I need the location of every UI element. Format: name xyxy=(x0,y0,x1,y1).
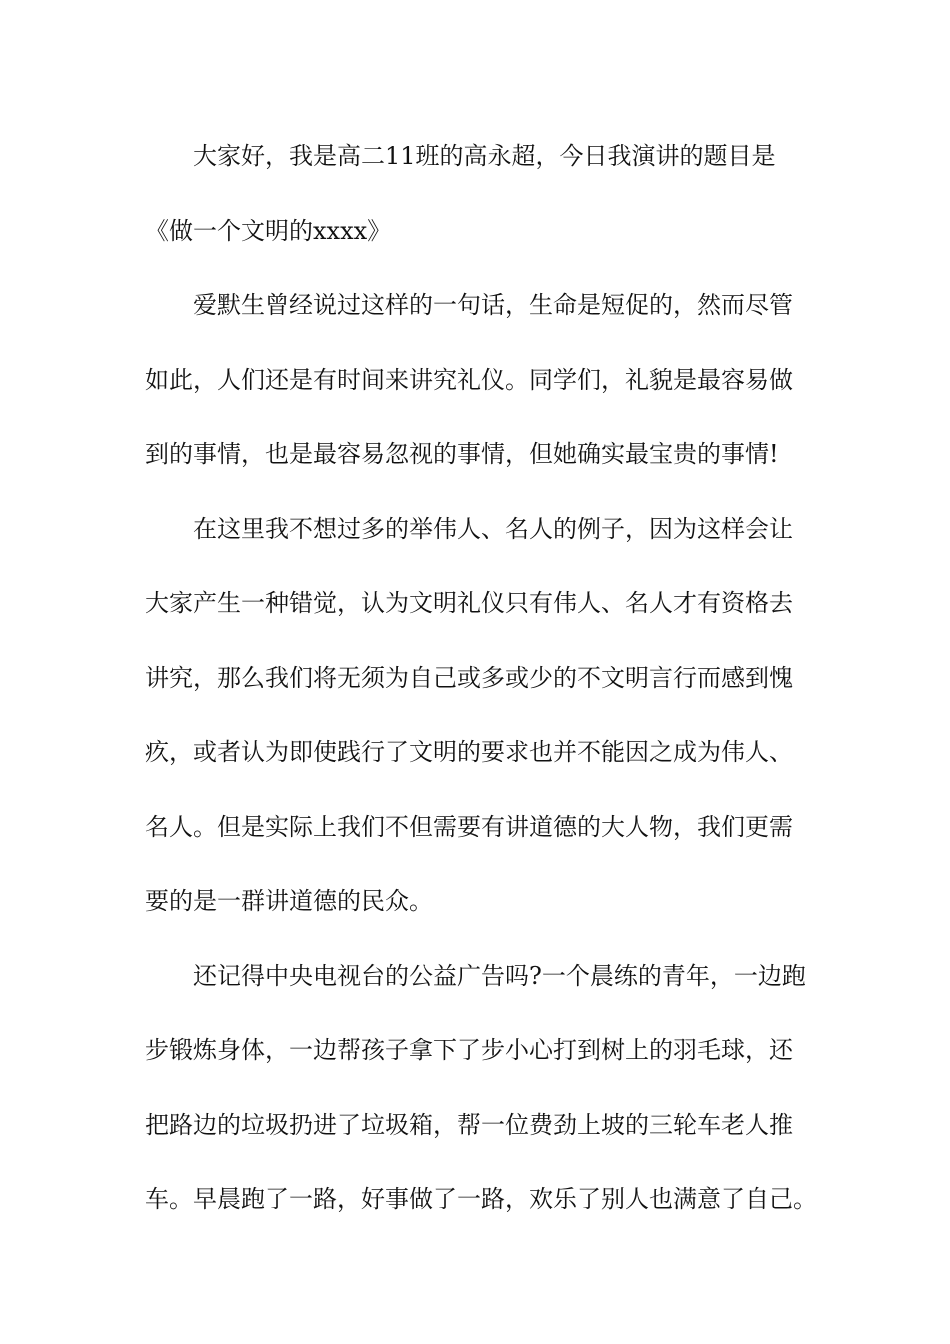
document-body xyxy=(145,119,817,1237)
paragraph-emerson xyxy=(145,268,805,492)
text-line: 《做一个文明的xxxx》 xyxy=(145,216,392,245)
text-line: 爱默生曾经说过这样的一句话，生命是短促的，然而尽管 xyxy=(193,291,793,319)
text-line: 步锻炼身体，一边帮孩子拿下了步小心打到树上的羽毛球，还 xyxy=(145,1036,793,1064)
text-line: 还记得中央电视台的公益广告吗?一个晨练的青年，一边跑 xyxy=(193,961,806,990)
text-line: 大家产生一种错觉，认为文明礼仪只有伟人、名人才有资格去 xyxy=(145,589,793,617)
text-line: 如此，人们还是有时间来讲究礼仪。同学们，礼貌是最容易做 xyxy=(145,365,793,394)
paragraph-intro xyxy=(145,119,805,268)
text-line: 要的是一群讲道德的民众。 xyxy=(145,887,433,915)
text-line: 疚，或者认为即使践行了文明的要求也并不能因之成为伟人、 xyxy=(145,738,793,766)
text-line: 把路边的垃圾扔进了垃圾箱，帮一位费劲上坡的三轮车老人推 xyxy=(145,1110,793,1139)
text-line: 名人。但是实际上我们不但需要有讲道德的大人物，我们更需 xyxy=(145,812,793,841)
text-line: 讲究，那么我们将无须为自己或多或少的不文明言行而感到愧 xyxy=(145,663,793,692)
text-line: 大家好，我是高二11班的高永超，今日我演讲的题目是 xyxy=(193,142,776,170)
paragraph-cctv-ad xyxy=(145,939,817,1237)
text-line: 到的事情，也是最容易忽视的事情，但她确实最宝贵的事情! xyxy=(145,440,779,468)
text-line: 车。早晨跑了一路，好事做了一路，欢乐了别人也满意了自己。 xyxy=(145,1185,817,1213)
paragraph-great-people xyxy=(145,492,805,939)
text-line: 在这里我不想过多的举伟人、名人的例子，因为这样会让 xyxy=(193,514,793,543)
